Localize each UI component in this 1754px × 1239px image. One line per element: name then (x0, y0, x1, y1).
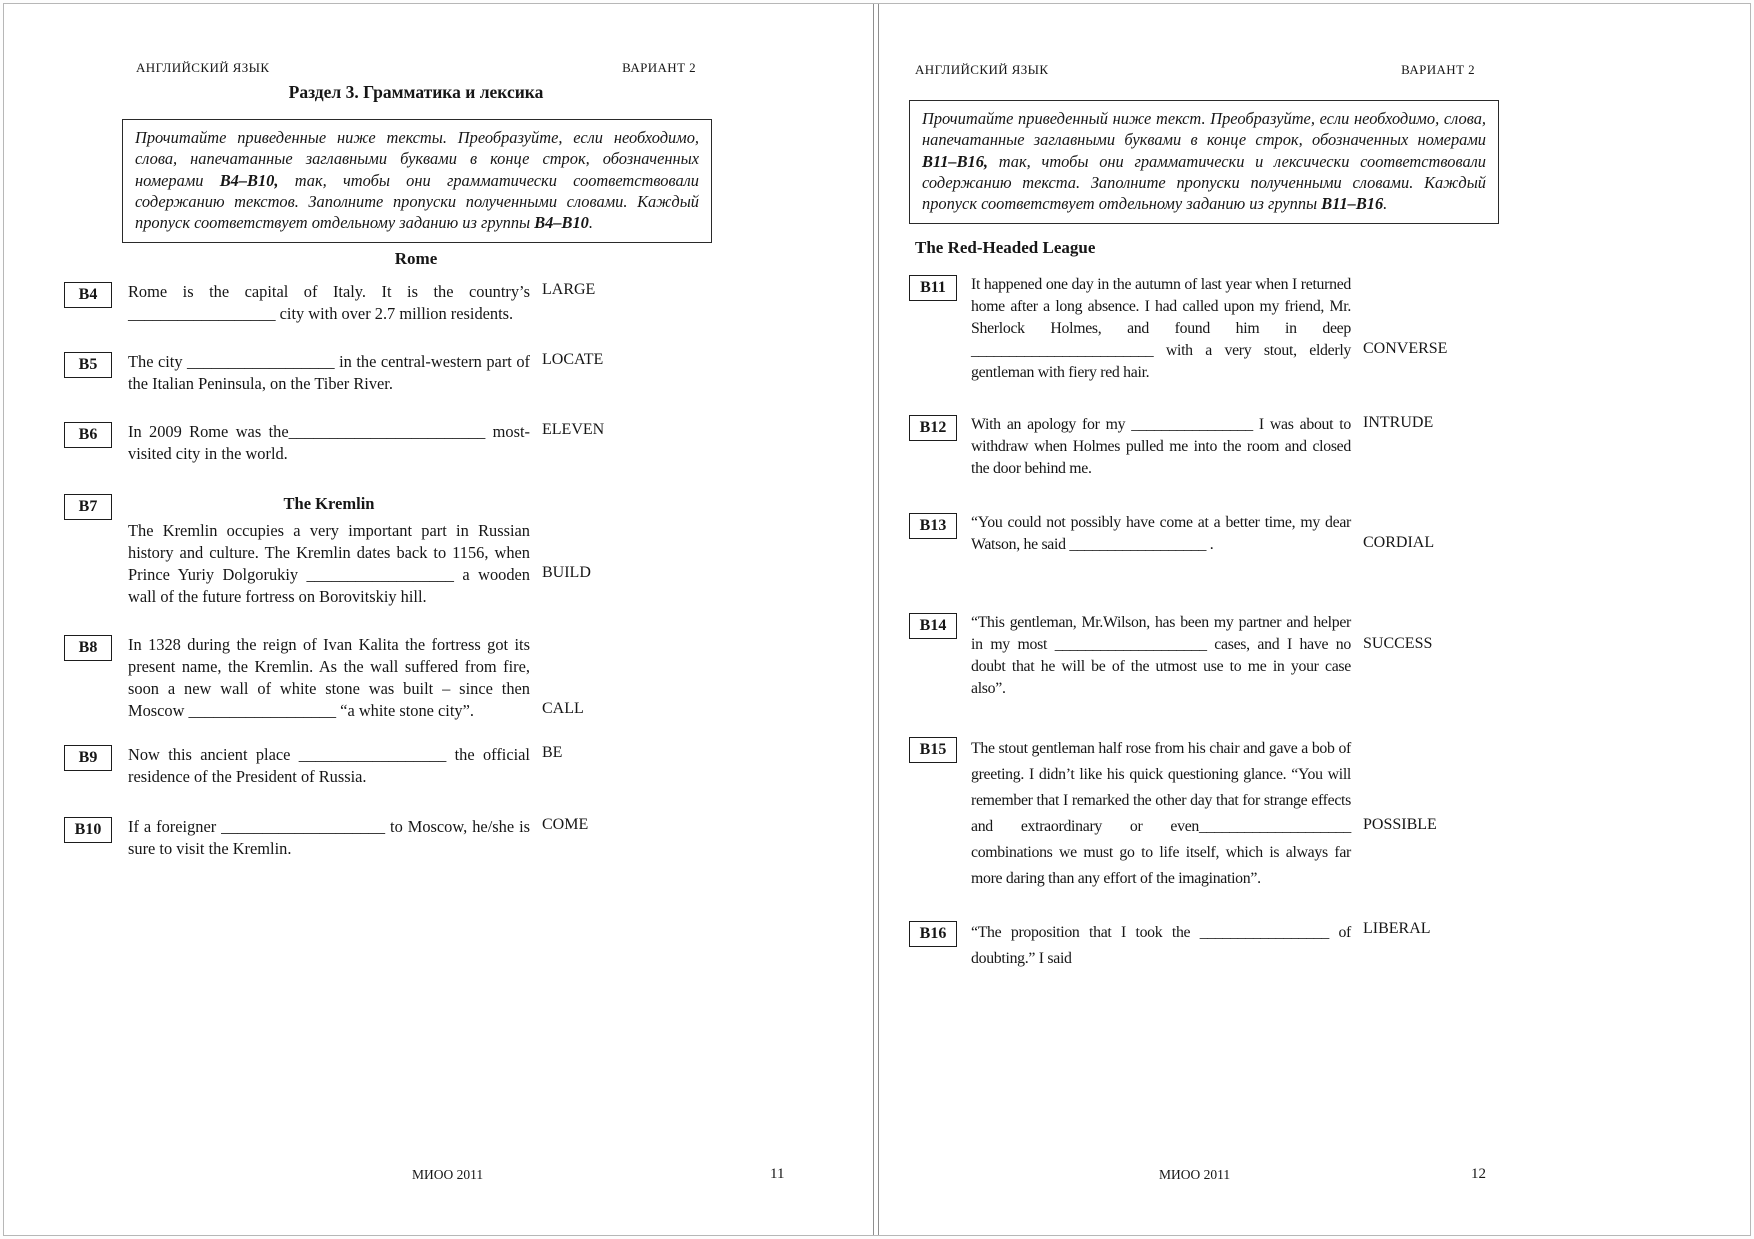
variant-label: ВАРИАНТ 2 (622, 60, 696, 75)
task-paragraph: The stout gentleman half rose from his chair and gave a bob of greeting. I didn’t like his quick questioning glance. “You will remember that I remarked the other day that for strange effects and extraordinary or even____________________ combinations we must go to life itself, which is always far more daring than any effort of the imagination”. (971, 740, 1351, 888)
task-row-b14 (909, 612, 1750, 700)
task-row-b8 (64, 634, 873, 722)
task-id-box: B10 (64, 817, 112, 843)
subject-label: АНГЛИЙСКИЙ ЯЗЫК (915, 62, 1049, 77)
task-paragraph: With an apology for my ________________ I was about to withdraw when Holmes pulled me into the room and closed the door behind me. (971, 416, 1351, 478)
task-id-box: B4 (64, 282, 112, 308)
task-paragraph: The city __________________ in the central-western part of the Italian Peninsula, on the Tiber River. (128, 352, 530, 394)
instruction-box: Прочитайте приведенные ниже тексты. Преобразуйте, если необходимо, слова, напечатанные заглавными буквами в конце строк, обозначенных номерами В4–В10, так, чтобы они грамматически соответствовали содержанию текстов. Заполните пропуски полученными словами. Каждый пропуск соответствует отдельному заданию из группы В4–В10. (122, 119, 712, 243)
page-left-content (4, 4, 873, 860)
task-text-block (128, 493, 530, 608)
page-left (4, 4, 874, 1235)
scan-frame (3, 3, 1751, 1236)
task-keyword: CALL (542, 700, 584, 718)
task-row-b11 (909, 274, 1750, 384)
task-row-b5 (64, 351, 873, 395)
task-keyword: POSSIBLE (1363, 816, 1437, 834)
task-id-box: B5 (64, 352, 112, 378)
section-title: Раздел 3. Грамматика и лексика (288, 82, 544, 102)
task-keyword: LOCATE (542, 351, 604, 369)
task-id-box: B16 (909, 921, 957, 947)
task-keyword: BUILD (542, 564, 591, 582)
task-keyword: ELEVEN (542, 421, 605, 439)
task-row-b15 (909, 736, 1750, 892)
task-id-box: B13 (909, 513, 957, 539)
task-paragraph: “The proposition that I took the _________________ of doubting.” I said (971, 924, 1351, 968)
task-paragraph: “This gentleman, Mr.Wilson, has been my partner and helper in my most ____________________ cases, and I have no doubt that he will be of the utmost use to me in your case also”. (971, 614, 1351, 698)
task-paragraph: Rome is the capital of Italy. It is the country’s __________________ city with over 2.7 million residents. (128, 282, 530, 324)
task-keyword: LARGE (542, 281, 596, 299)
page-right-content (879, 4, 1750, 972)
task-id-box: B7 (64, 494, 112, 520)
task-id-box: B14 (909, 613, 957, 639)
footer-imprint: МИОО 2011 (412, 1167, 484, 1182)
task-row-b9 (64, 744, 873, 788)
task-id-box: B12 (909, 415, 957, 441)
task-keyword: COME (542, 816, 589, 834)
task-paragraph: If a foreigner ____________________ to Moscow, he/she is sure to visit the Kremlin. (128, 817, 530, 859)
task-id-box: B15 (909, 737, 957, 763)
task-row-b16 (909, 920, 1750, 972)
task-paragraph: It happened one day in the autumn of last year when I returned home after a long absence. I had called upon my friend, Mr. Sherlock Holmes, and found him in deep ________________________ with a very stout, elderly gentleman with fiery red hair. (971, 276, 1351, 382)
task-paragraph: In 1328 during the reign of Ivan Kalita the fortress got its present name, the Kremlin. As the wall suffered from fire, soon a new wall of white stone was built – since then Moscow __________________ “a white stone city”. (128, 635, 530, 721)
task-id-box: B8 (64, 635, 112, 661)
task-paragraph: “You could not possibly have come at a better time, my dear Watson, he said __________________ . (971, 514, 1351, 554)
task-row-b10 (64, 816, 873, 860)
variant-label: ВАРИАНТ 2 (1401, 62, 1475, 77)
task-keyword: INTRUDE (1363, 414, 1434, 432)
task-row-b12 (909, 414, 1750, 480)
footer-page-number: 11 (770, 1166, 785, 1182)
task-keyword: CONVERSE (1363, 340, 1448, 358)
task-paragraph: The Kremlin occupies a very important part in Russian history and culture. The Kremlin dates back to 1156, when Prince Yuriy Dolgorukiy __________________ a wooden wall of the future fortress on Borovitskiy hill. (128, 521, 530, 607)
task-keyword: CORDIAL (1363, 534, 1435, 552)
task-row-b7 (64, 493, 873, 608)
task-id-box: B6 (64, 422, 112, 448)
instruction-box: Прочитайте приведенный ниже текст. Преобразуйте, если необходимо, слова, напечатанные заглавными буквами в конце строк, обозначенных номерами В11–В16, так, чтобы они грамматически и лексически соответствовали содержанию текста. Заполните пропуски полученными словами. Каждый пропуск соответствует отдельному заданию из группы В11–В16. (909, 100, 1499, 224)
footer-page-number: 12 (1471, 1166, 1486, 1182)
text-title-rome: Rome (394, 249, 438, 269)
footer-imprint: МИОО 2011 (1159, 1167, 1231, 1182)
text-title-red-headed-league: The Red-Headed League (915, 238, 1096, 258)
page-header (909, 62, 1499, 78)
task-keyword: LIBERAL (1363, 920, 1431, 938)
inner-text-title-kremlin: The Kremlin (283, 494, 375, 514)
task-paragraph: In 2009 Rome was the________________________ most-visited city in the world. (128, 422, 530, 464)
task-row-b4 (64, 281, 873, 325)
task-id-box: B11 (909, 275, 957, 301)
subject-label: АНГЛИЙСКИЙ ЯЗЫК (136, 60, 270, 75)
task-paragraph: Now this ancient place __________________ the official residence of the President of Russia. (128, 745, 530, 787)
task-row-b6 (64, 421, 873, 465)
task-keyword: BE (542, 744, 563, 762)
page-header (122, 60, 710, 76)
task-row-b13 (909, 512, 1750, 556)
page-right (878, 4, 1750, 1235)
task-id-box: B9 (64, 745, 112, 771)
task-keyword: SUCCESS (1363, 635, 1433, 653)
